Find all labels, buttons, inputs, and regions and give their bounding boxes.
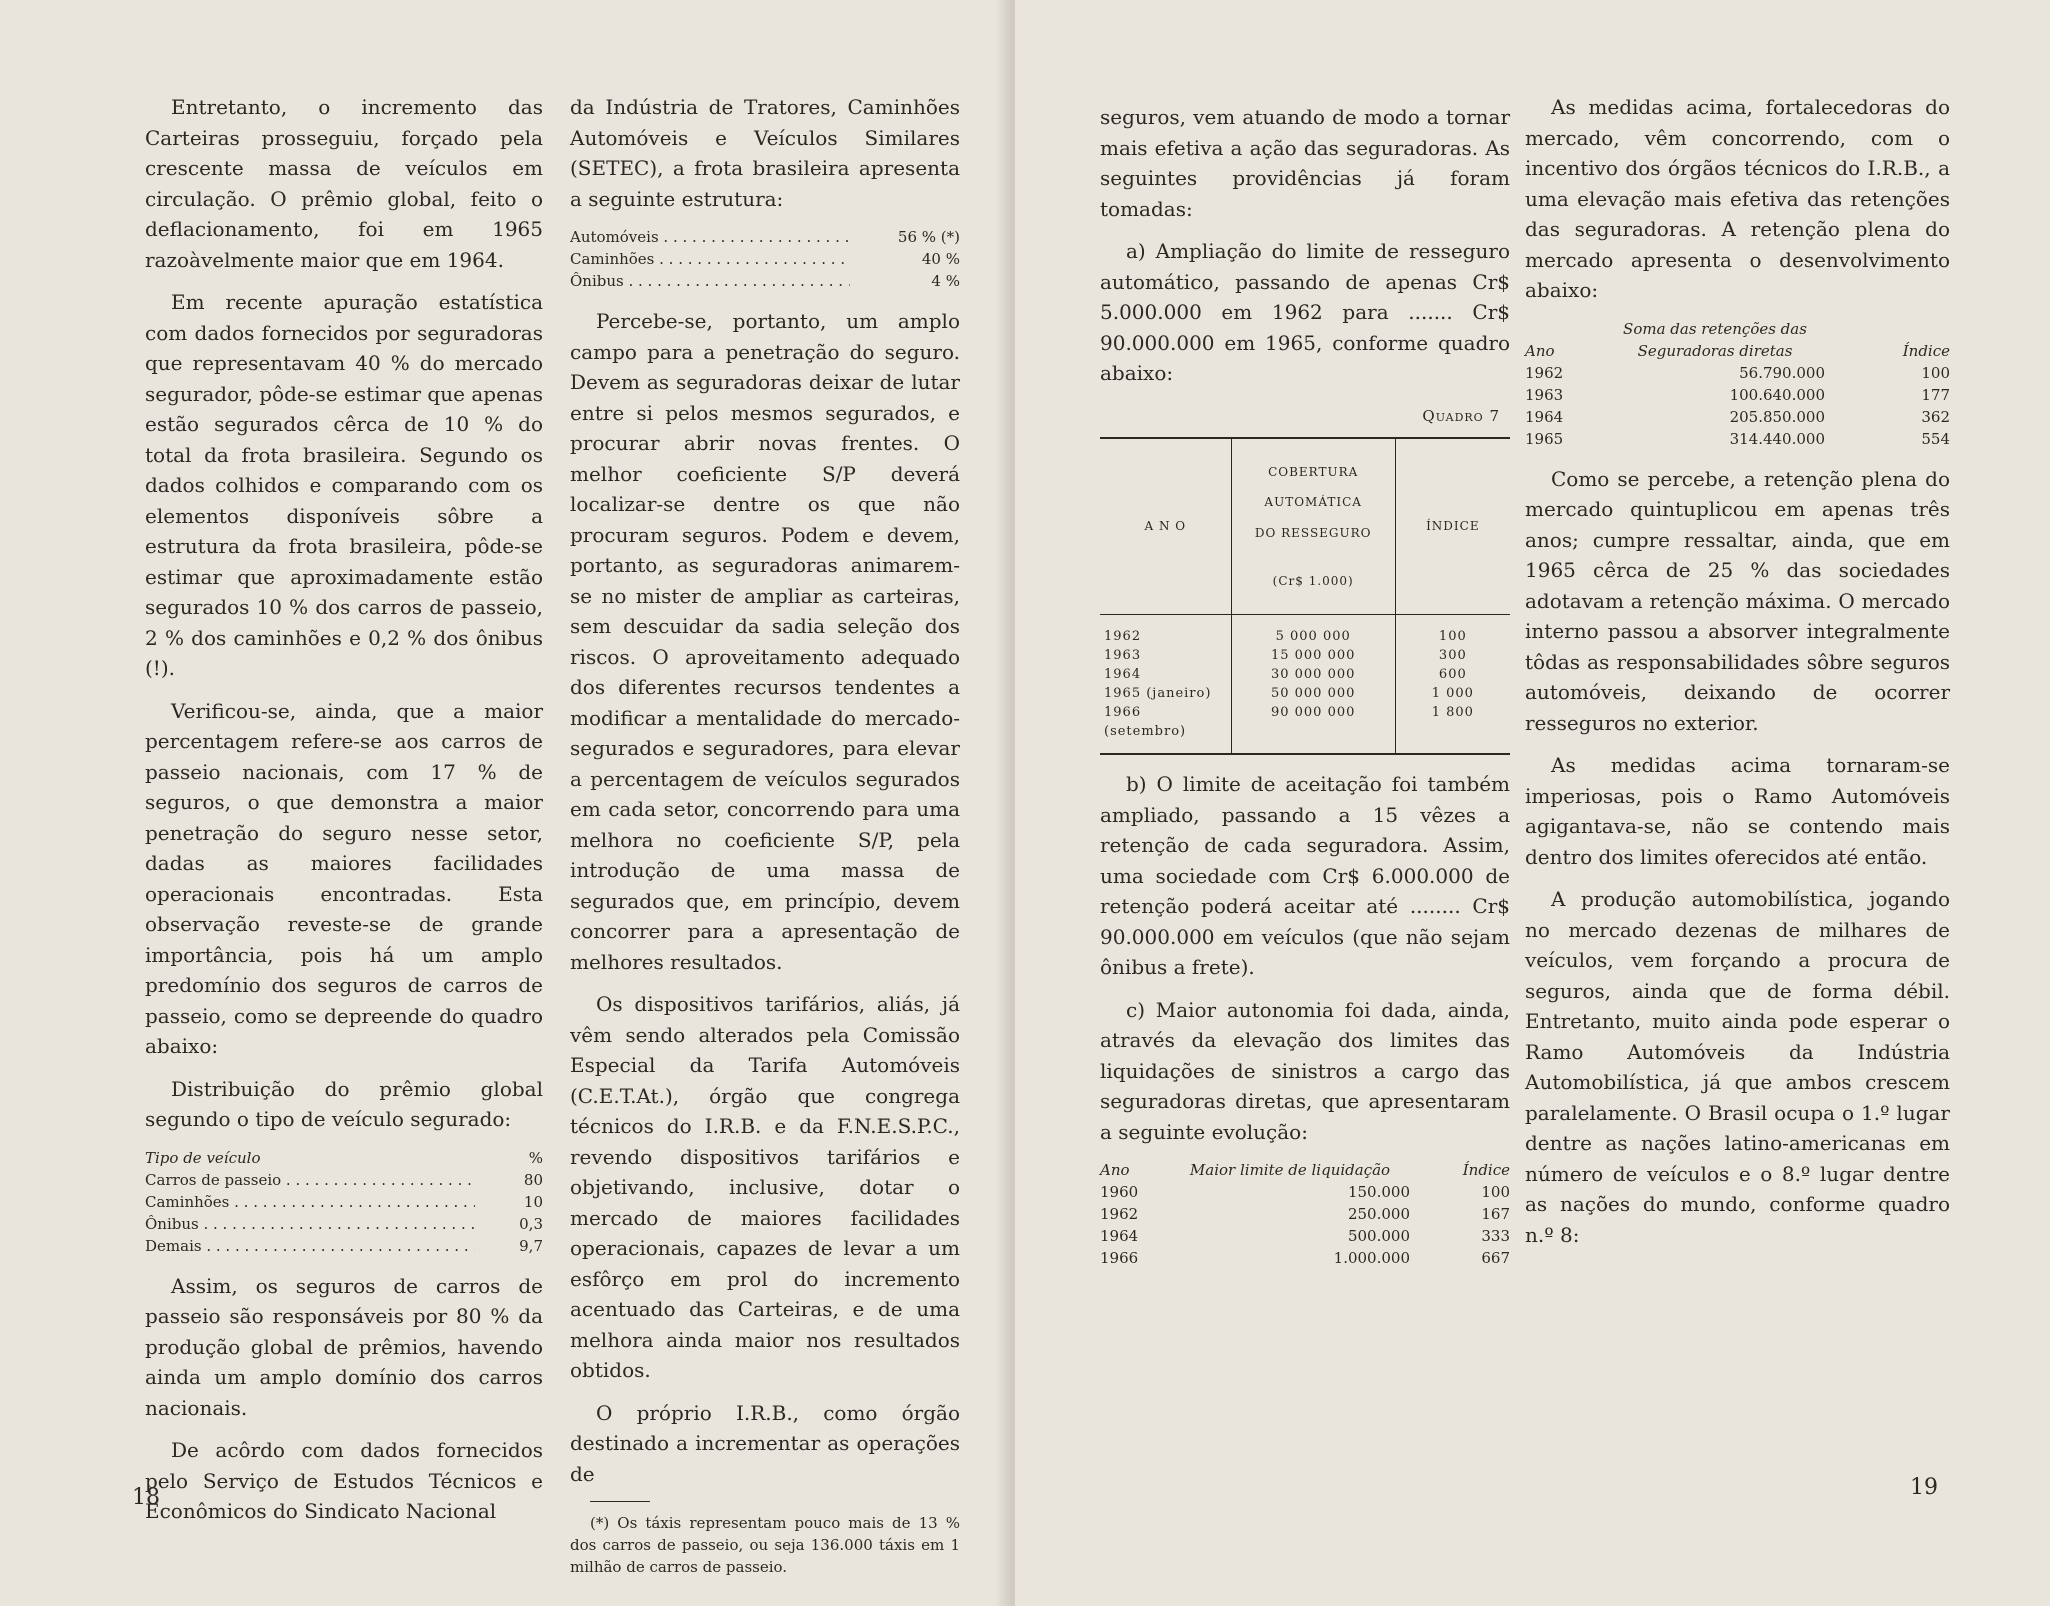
- table-cell: 500.000: [1347, 1227, 1410, 1245]
- left-column-2: [570, 92, 960, 1578]
- table-row: [1100, 1225, 1510, 1247]
- table-row: [1100, 1247, 1510, 1269]
- premium-distribution-table: [145, 1147, 543, 1257]
- table-row: 90 000 000: [1270, 705, 1356, 720]
- table-cell: 362: [1921, 407, 1950, 426]
- paragraph: Como se percebe, a retenção plena do mercado quintuplicou em apenas três anos; cumpre ressaltar, ainda, que em 1965 cêrca de 25 % das sociedades adotavam a retenção máxima. O mercado interno passou a absorver integralmente tôdas as responsabilidades sôbre seguros automóveis, deixando de ocorrer resseguros no exterior.: [1525, 466, 1950, 735]
- table-cell: 250.000: [1347, 1205, 1410, 1223]
- paragraph: a) Ampliação do limite de resseguro automático, passando de apenas Cr$ 5.000.000 em 1962 para ....... Cr$ 90.000.000 em 1965, conforme quadro abaixo:: [1100, 239, 1510, 385]
- table-header: Maior limite de liquidação: [1189, 1161, 1391, 1179]
- paragraph: O próprio I.R.B., como órgão destinado a incrementar as operações de: [570, 1400, 960, 1486]
- table-header: Soma das retenções das Seguradoras diretas: [1623, 319, 1807, 360]
- table-cell: [1231, 615, 1395, 755]
- table-cell: 1964: [1525, 407, 1564, 426]
- paragraph: Os dispositivos tarifários, aliás, já vêm sendo alterados pela Comissão Especial da Tarifa Automóveis (C.E.T.At.), órgão que congrega técnicos do I.R.B. e da F.N.E.S.P.C., revendo dispositivos tarifários e objetivando, inclusive, dotar o mercado de maiores facilidades operacionais, capazes de levar a um esfôrço em prol do incremento acentuado das Carteiras, e de uma melhora ainda maior nos resultados obtidos.: [570, 992, 960, 1382]
- table-row: 1966 (setembro): [1104, 705, 1187, 739]
- header-line: AUTOMÁTICA: [1264, 495, 1362, 509]
- table-header: ÍNDICE: [1395, 438, 1510, 615]
- paragraph: Percebe-se, portanto, um amplo campo para a penetração do seguro. Devem as seguradoras deixar de lutar entre si pelos mesmos segurados, e procurar abrir novas frentes. O melhor coeficiente S/P deverá localizar-se dentre os que não procuram seguros. Podem e devem, portanto, as seguradoras animarem-se no mister de ampliar as carteiras, sem descuidar da sadia seleção dos riscos. O aproveitamento adequado dos diferentes recursos tendentes a modificar a mentalidade do mercado-segurados e seguradores, para elevar a percentagem de veículos segurados em cada setor, concorrendo para uma melhora no coeficiente S/P, pela introdução de uma massa de segurados que, em princípio, devem concorrer para a apresentação de melhores resultados.: [570, 309, 960, 974]
- table-cell: 1966: [1100, 1249, 1139, 1267]
- paragraph: c) Maior autonomia foi dada, ainda, através da elevação dos limites das liquidações de sinistros a cargo das seguradoras diretas, que apresentaram a seguinte evolução:: [1100, 997, 1510, 1144]
- paragraph: Assim, os seguros de carros de passeio são responsáveis por 80 % da produção global de prêmios, havendo ainda um amplo domínio dos carros nacionais.: [145, 1273, 543, 1420]
- table-row: [570, 248, 960, 270]
- table-row: 300: [1438, 648, 1467, 663]
- table-row: 15 000 000: [1270, 648, 1356, 663]
- table-row: [1525, 428, 1950, 450]
- table-cell: 1962: [1525, 363, 1564, 382]
- table-header: A N O: [1100, 438, 1231, 615]
- quadro-7-table: [1100, 437, 1510, 755]
- paragraph: As medidas acima tornaram-se imperiosas, pois o Ramo Automóveis agigantava-se, não se contendo mais dentro dos limites oferecidos até então.: [1525, 753, 1950, 869]
- table-cell: 40 %: [921, 250, 960, 268]
- header-line: (Cr$ 1.000): [1272, 574, 1354, 588]
- table-cell: Ônibus . . .: [145, 1213, 475, 1235]
- right-page: [1015, 0, 2050, 1606]
- table-row: 1 800: [1431, 705, 1474, 720]
- fleet-structure-table: [570, 226, 960, 292]
- table-row: [1100, 1203, 1510, 1225]
- table-row: [145, 1169, 543, 1191]
- paragraph: b) O limite de aceitação foi também ampliado, passando a 15 vêzes a retenção de cada seguradora. Assim, uma sociedade com Cr$ 6.000.000 de retenção poderá aceitar até ........ Cr$ 90.000.000 em veículos (que não sejam ônibus a frete).: [1100, 772, 1510, 979]
- header-line: COBERTURA: [1268, 464, 1359, 479]
- table-cell: 4 %: [931, 272, 960, 290]
- paragraph: Em recente apuração estatística com dados fornecidos por seguradoras que representavam 40 % do mercado segurador, pôde-se estimar que apenas estão segurados cêrca de 10 % do total da frota brasileira. Segundo os dados colhidos e comparando com os elementos disponíveis sôbre a estrutura da frota brasileira, pôde-se estimar que aproximadamente estão segurados 10 % dos carros de passeio, 2 % dos caminhões e 0,2 % dos ônibus (!).: [145, 290, 543, 680]
- table-cell: 0,3: [519, 1214, 543, 1233]
- table-cell: Demais . . .: [145, 1235, 475, 1257]
- table-cell: 1962: [1100, 1205, 1139, 1223]
- table-cell: 56.790.000: [1739, 363, 1825, 382]
- table-cell: 80: [523, 1170, 543, 1189]
- table-cell: 56 % (*): [897, 228, 960, 246]
- table-cell: Caminhões . . .: [570, 248, 850, 270]
- paragraph: A produção automobilística, jogando no mercado dezenas de milhares de veículos, vem forçando a procura de seguros, ainda que de forma débil. Entretanto, muito ainda pode esperar o Ramo Automóveis da Indústria Automobilística, já que ambos crescem paralelamente. O Brasil ocupa o 1.º lugar dentre as nações latino-americanas em número de veículos e o 8.º lugar dentre as nações do mundo, conforme quadro n.º 8:: [1525, 887, 1950, 1247]
- table-header: %: [528, 1148, 543, 1167]
- liquidation-limit-table: [1100, 1159, 1510, 1269]
- paragraph: da Indústria de Tratores, Caminhões Automóveis e Veículos Similares (SETEC), a frota brasileira apresenta a seguinte estrutura:: [570, 95, 960, 211]
- page-number: 19: [1910, 1475, 1938, 1500]
- table-row: 600: [1438, 667, 1467, 682]
- table-cell: 1964: [1100, 1227, 1139, 1245]
- table-cell: 205.850.000: [1729, 407, 1825, 426]
- table-cell: 100.640.000: [1729, 385, 1825, 404]
- table-row: 1965 (janeiro): [1104, 686, 1212, 701]
- paragraph: Entretanto, o incremento das Carteiras prosseguiu, forçado pela crescente massa de veículos em circulação. O prêmio global, feito o deflacionamento, foi em 1965 razoàvelmente maior que em 1964.: [145, 95, 543, 272]
- table-row: 5 000 000: [1275, 629, 1351, 644]
- page-number: 18: [132, 1485, 160, 1510]
- table-row: 1962: [1104, 629, 1142, 644]
- table-cell: 167: [1481, 1205, 1510, 1223]
- table-row: [1100, 1181, 1510, 1203]
- table-cell: 10: [523, 1192, 543, 1211]
- table-cell: 100: [1921, 363, 1950, 382]
- paragraph: Distribuição do prêmio global segundo o tipo de veículo segurado:: [145, 1076, 543, 1131]
- table-cell: [1100, 615, 1231, 755]
- table-row: 1 000: [1431, 686, 1474, 701]
- table-row: [570, 270, 960, 292]
- right-column-1: [1100, 102, 1510, 1269]
- table-cell: 100: [1481, 1183, 1510, 1201]
- table-row: 1964: [1104, 667, 1142, 682]
- header-line: DO RESSEGURO: [1254, 525, 1372, 540]
- retention-table: [1525, 318, 1950, 450]
- table-cell: 150.000: [1347, 1183, 1410, 1201]
- table-cell: 1965: [1525, 429, 1564, 448]
- table-cell: 1.000.000: [1333, 1249, 1410, 1267]
- table-row: 50 000 000: [1270, 686, 1356, 701]
- table-caption: Quadro 7: [1422, 406, 1500, 425]
- table-cell: 554: [1921, 429, 1950, 448]
- table-header: Tipo de veículo: [145, 1148, 261, 1167]
- table-row: [145, 1191, 543, 1213]
- table-header: Ano: [1525, 341, 1555, 360]
- table-cell: Automóveis . . .: [570, 226, 850, 248]
- table-row: [570, 226, 960, 248]
- table-header: [1231, 438, 1395, 615]
- paragraph: As medidas acima, fortalecedoras do mercado, vêm concorrendo, com o incentivo dos órgãos técnicos do I.R.B., a uma elevação mais efetiva das retenções das seguradoras. A retenção plena do mercado apresenta o desenvolvimento abaixo:: [1525, 95, 1950, 302]
- table-cell: Ônibus . . .: [570, 270, 850, 292]
- table-cell: 177: [1921, 385, 1950, 404]
- footnote: (*) Os táxis representam pouco mais de 13 % dos carros de passeio, ou seja 136.000 táxis em 1 milhão de carros de passeio.: [570, 1514, 960, 1576]
- table-cell: 314.440.000: [1729, 429, 1825, 448]
- table-cell: Caminhões . . .: [145, 1191, 475, 1213]
- left-column-1: [145, 92, 543, 1539]
- table-cell: 1960: [1100, 1183, 1139, 1201]
- table-header: Índice: [1902, 341, 1950, 360]
- table-row: [1525, 362, 1950, 384]
- table-cell: 667: [1481, 1249, 1510, 1267]
- paragraph: De acôrdo com dados fornecidos pelo Serviço de Estudos Técnicos e Econômicos do Sindicato Nacional: [145, 1438, 543, 1523]
- table-cell: 333: [1481, 1227, 1510, 1245]
- table-cell: 1963: [1525, 385, 1564, 404]
- table-cell: Carros de passeio . . .: [145, 1169, 475, 1191]
- table-cell: 9,7: [519, 1236, 543, 1255]
- table-header: Índice: [1462, 1161, 1510, 1179]
- table-row: 1963: [1104, 648, 1142, 663]
- table-row: 30 000 000: [1270, 667, 1356, 682]
- table-cell: [1395, 615, 1510, 755]
- left-page: [0, 0, 1010, 1606]
- table-row: [145, 1235, 543, 1257]
- table-row: [145, 1213, 543, 1235]
- paragraph: Verificou-se, ainda, que a maior percentagem refere-se aos carros de passeio nacionais, com 17 % de seguros, o que demonstra a maior penetração do seguro nesse setor, dadas as maiores facilidades operacionais encontradas. Esta observação reveste-se de grande importância, pois há um amplo predomínio dos seguros de carros de passeio, como se depreende do quadro abaixo:: [145, 698, 543, 1058]
- right-column-2: [1525, 92, 1950, 1262]
- footnote-divider: [590, 1501, 650, 1502]
- table-row: [1525, 406, 1950, 428]
- table-header: Ano: [1100, 1161, 1130, 1179]
- paragraph: seguros, vem atuando de modo a tornar mais efetiva a ação das seguradoras. As seguintes providências já foram tomadas:: [1100, 105, 1510, 221]
- table-row: 100: [1438, 629, 1467, 644]
- table-row: [1525, 384, 1950, 406]
